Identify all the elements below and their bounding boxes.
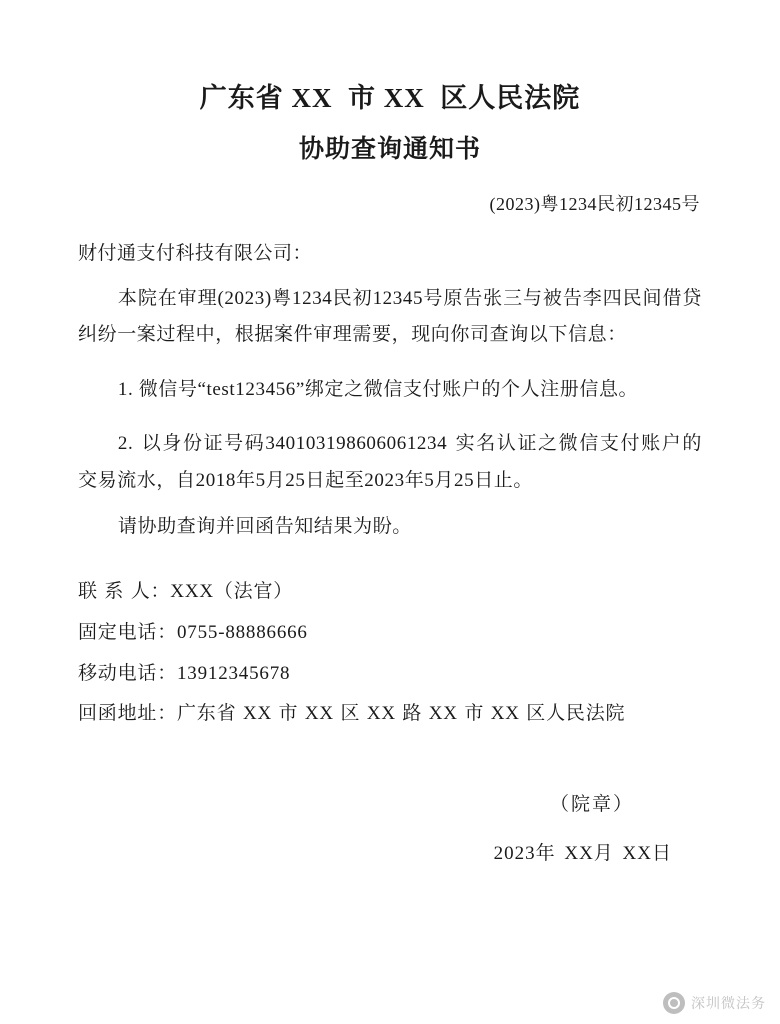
- contact-person: 联 系 人：XXX（法官）: [78, 580, 294, 602]
- watermark-label: 深圳微法务: [691, 995, 766, 1011]
- watermark: [663, 992, 766, 1014]
- contact-landline: 固定电话：0755-88886666: [78, 621, 308, 643]
- document-title-block: [78, 78, 702, 168]
- document-date: 2023年 XX月 XX日: [493, 843, 672, 865]
- list-item: 2. 以身份证号码340103198606061234 实名认证之微信支付账户的交易流水，自2018年5月25日起至2023年5月25日止。: [78, 433, 702, 491]
- page-title: 广东省 XX 市 XX 区人民法院: [199, 83, 581, 113]
- intro-paragraph: 本院在审理(2023)粤1234民初12345号原告张三与被告李四民间借贷纠纷一案过程中，根据案件审理需要，现向你司查询以下信息：: [78, 288, 702, 346]
- contact-mobile: 移动电话：13912345678: [78, 662, 291, 684]
- list-item: 1. 微信号“test123456”绑定之微信支付账户的个人注册信息。: [117, 378, 639, 400]
- addressee: 财付通支付科技有限公司：: [78, 243, 313, 264]
- seal-note: （院章）: [549, 794, 634, 816]
- circle-logo-icon: [663, 992, 685, 1014]
- contact-list: [78, 572, 702, 735]
- request-paragraph: 请协助查询并回函告知结果为盼。: [117, 516, 412, 538]
- page-subtitle: 协助查询通知书: [298, 135, 481, 163]
- contact-address: 回函地址：广东省 XX 市 XX 区 XX 路 XX 市 XX 区人民法院: [78, 703, 626, 725]
- case-number: (2023)粤1234民初12345号: [489, 194, 700, 214]
